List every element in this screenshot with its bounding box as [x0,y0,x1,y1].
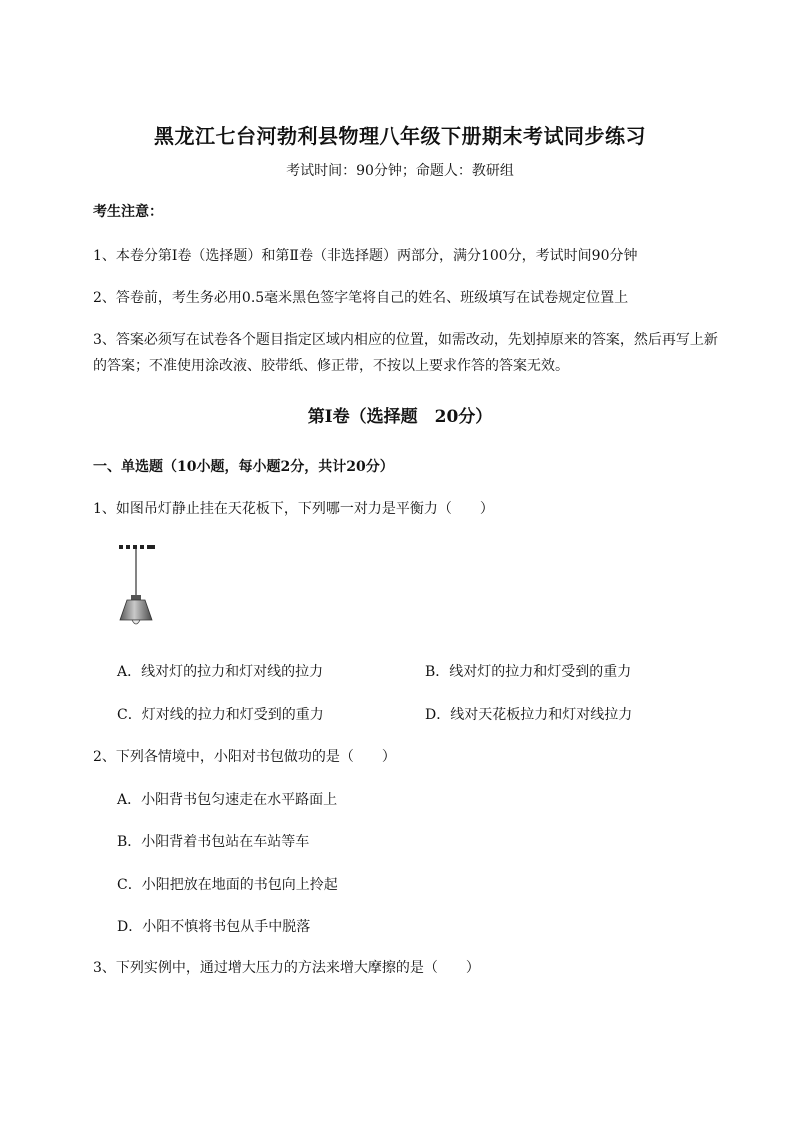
question-stem: 1、如图吊灯静止挂在天花板下，下列哪一对力是平衡力（ ） [93,501,494,517]
part-heading: 一、单选题（10小题，每小题2分，共计20分） [93,459,394,475]
exam-info: 考试时间：90分钟；命题人：教研组 [286,163,514,179]
notice-item: 1、本卷分第I卷（选择题）和第Ⅱ卷（非选择题）两部分，满分100分，考试时间90分钟 [93,248,638,264]
notice-item: 2、答卷前，考生务必用0.5毫米黑色签字笔将自己的姓名、班级填写在试卷规定位置上 [93,290,629,306]
page-title: 黑龙江七台河勃利县物理八年级下册期末考试同步练习 [154,124,646,148]
option-a: A．线对灯的拉力和灯对线的拉力 [117,664,324,680]
question-stem: 2、下列各情境中，小阳对书包做功的是（ ） [93,749,396,765]
option-b: B．小阳背着书包站在车站等车 [117,834,310,850]
pendant-lamp-icon [112,542,162,632]
section-title: 第I卷（选择题 20分） [307,407,493,427]
option-a: A．小阳背书包匀速走在水平路面上 [117,792,338,808]
option-d: D．线对天花板拉力和灯对线拉力 [425,707,633,723]
notice-item: 的答案；不准使用涂改液、胶带纸、修正带，不按以上要求作答的答案无效。 [93,358,569,374]
notice-item: 3、答案必须写在试卷各个题目指定区域内相应的位置，如需改动，先划掉原来的答案，然后再写上新 [93,332,718,348]
option-d: D．小阳不慎将书包从手中脱落 [117,919,311,935]
question-stem: 3、下列实例中，通过增大压力的方法来增大摩擦的是（ ） [93,960,480,976]
option-c: C．灯对线的拉力和灯受到的重力 [117,707,324,723]
option-b: B．线对灯的拉力和灯受到的重力 [425,664,632,680]
option-c: C．小阳把放在地面的书包向上拎起 [117,877,338,893]
notice-heading: 考生注意： [93,204,163,220]
